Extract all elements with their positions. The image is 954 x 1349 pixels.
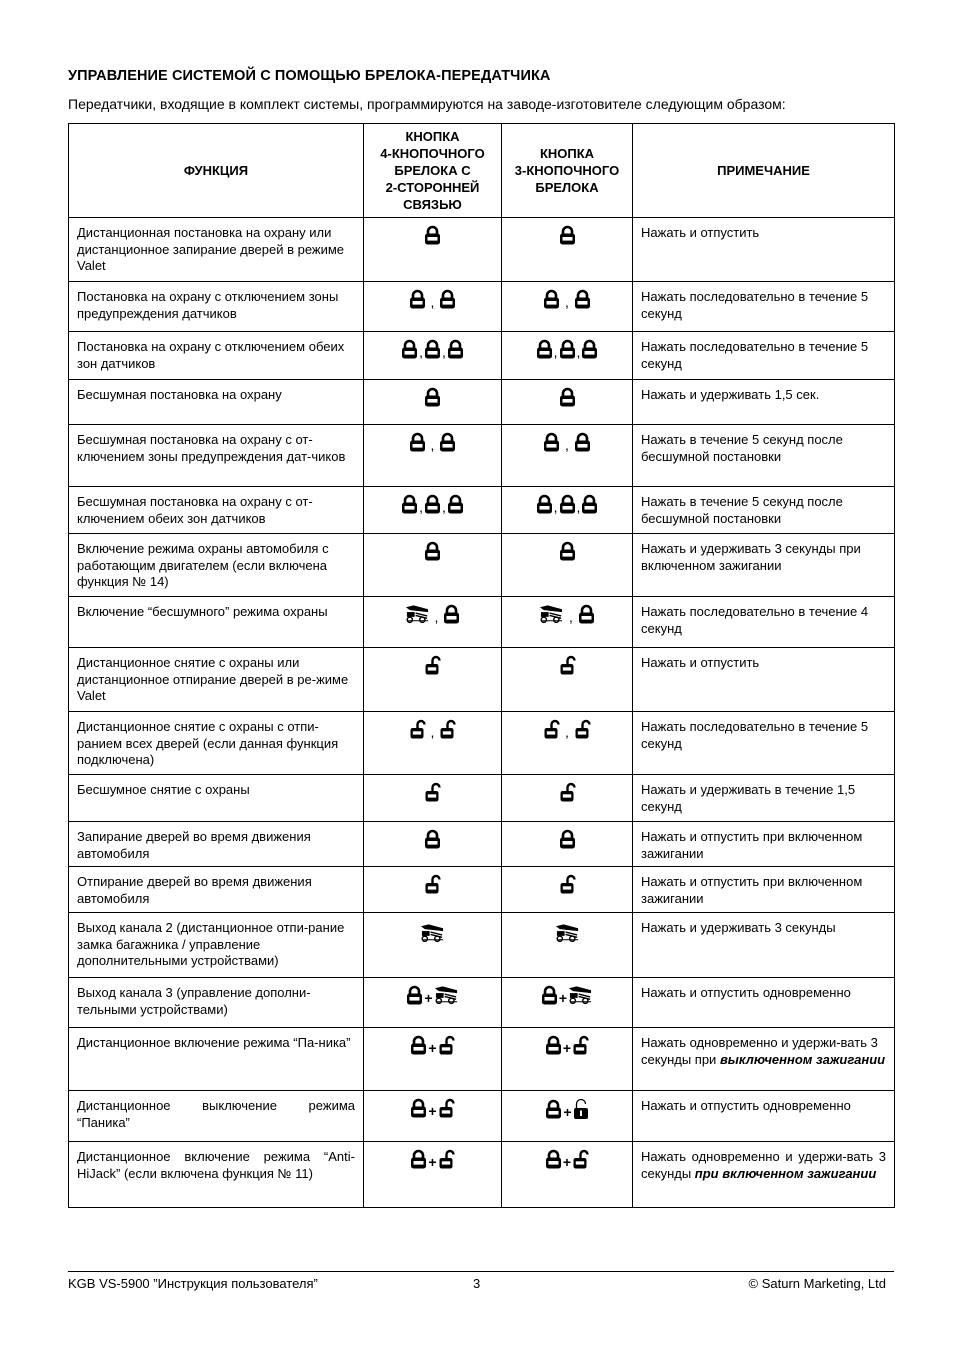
header-4-line: КНОПКА xyxy=(405,129,460,144)
lock-closed-icon xyxy=(545,1099,562,1119)
comma-separator: , xyxy=(430,294,435,311)
note-text: Нажать одновременно и удержи-вать 3 секунды при xyxy=(641,1035,878,1067)
row-note: Нажать и удерживать 3 секунды при включенном зажигании xyxy=(633,534,895,597)
header-3-line: КНОПКА xyxy=(539,146,595,161)
lock-closed-icon xyxy=(410,1098,427,1118)
table-row xyxy=(69,913,895,978)
table-row xyxy=(69,1142,895,1208)
footer-document-title: KGB VS-5900 ”Инструкция пользователя” xyxy=(68,1276,318,1291)
footer-page-number: 3 xyxy=(473,1276,481,1291)
row-buttons-4 xyxy=(364,1091,502,1142)
lock-open-icon xyxy=(438,1098,455,1118)
row-buttons-3 xyxy=(502,822,633,867)
lock-closed-icon xyxy=(559,339,576,359)
plus-separator: + xyxy=(428,1103,437,1120)
row-note: Нажать последовательно в течение 5 секунд xyxy=(633,282,895,332)
lock-closed-icon xyxy=(443,604,460,624)
row-buttons-3 xyxy=(502,487,633,534)
note-emphasis: выключенном зажигании xyxy=(719,1051,886,1067)
row-buttons-4 xyxy=(364,648,502,712)
row-buttons-3 xyxy=(502,712,633,775)
lock-closed-icon xyxy=(409,289,426,309)
row-function: Дистанционное снятие с охраны с отпи-ранием всех дверей (если данная функция подключена) xyxy=(69,712,364,775)
page-title: УПРАВЛЕНИЕ СИСТЕМОЙ С ПОМОЩЬЮ БРЕЛОКА-ПЕРЕДАТЧИКА xyxy=(68,68,551,84)
comma-separator: , xyxy=(576,344,581,361)
lock-closed-icon xyxy=(545,1149,562,1169)
lock-open-icon xyxy=(543,719,560,739)
comma-separator: , xyxy=(442,344,446,361)
comma-separator: , xyxy=(419,344,423,361)
lock-closed-icon xyxy=(578,604,595,624)
lock-closed-icon xyxy=(559,541,576,561)
comma-separator: , xyxy=(565,294,569,311)
row-function: Дистанционное включение режима “Па-ника” xyxy=(69,1028,364,1091)
plus-separator: + xyxy=(424,990,433,1007)
table-row xyxy=(69,1091,895,1142)
header-4-button-fob xyxy=(364,124,502,218)
table-header-row xyxy=(69,124,895,218)
lock-closed-icon xyxy=(439,432,456,452)
table-row xyxy=(69,1028,895,1091)
row-note: Нажать и удерживать 1,5 сек. xyxy=(633,380,895,425)
row-buttons-3 xyxy=(502,775,633,822)
row-buttons-3 xyxy=(502,218,633,282)
row-buttons-4 xyxy=(364,282,502,332)
lock-closed-icon xyxy=(545,1035,562,1055)
row-buttons-3 xyxy=(502,867,633,913)
row-function: Выход канала 3 (управление дополни-тельными устройствами) xyxy=(69,978,364,1028)
row-buttons-4 xyxy=(364,218,502,282)
row-note: Нажать и отпустить одновременно xyxy=(633,1091,895,1142)
comma-separator: , xyxy=(419,499,423,516)
table-row xyxy=(69,822,895,867)
header-3-button-fob xyxy=(502,124,633,218)
note-text: Нажать одновременно и удержи-вать 3 секунды xyxy=(641,1149,886,1181)
lock-closed-icon xyxy=(559,387,576,407)
row-note: Нажать и отпустить xyxy=(633,218,895,282)
row-buttons-3 xyxy=(502,1142,633,1208)
table-row xyxy=(69,597,895,648)
table-row xyxy=(69,282,895,332)
comma-separator: , xyxy=(576,499,581,516)
row-note: Нажать и отпустить xyxy=(633,648,895,712)
row-note xyxy=(633,1028,895,1091)
header-4-line: СВЯЗЬЮ xyxy=(403,197,462,212)
row-buttons-4 xyxy=(364,380,502,425)
lock-closed-icon xyxy=(581,339,598,359)
row-function: Дистанционное выключение режима “Паника” xyxy=(69,1091,364,1142)
comma-separator: , xyxy=(553,499,558,516)
comma-separator: , xyxy=(565,437,569,454)
functions-table xyxy=(68,123,895,1208)
row-buttons-3 xyxy=(502,913,633,978)
comma-separator: , xyxy=(442,499,446,516)
row-function: Выход канала 2 (дистанционное отпи-рание замка багажника / управление дополнительными устройствами) xyxy=(69,913,364,978)
lock-open-icon xyxy=(559,874,576,894)
intro-text: Передатчики, входящие в комплект системы, программируются на заводе-изготовителе следующим образом: xyxy=(68,96,786,112)
row-buttons-4 xyxy=(364,534,502,597)
lock-closed-icon xyxy=(424,541,441,561)
lock-open-icon xyxy=(574,719,591,739)
row-note: Нажать последовательно в течение 5 секунд xyxy=(633,712,895,775)
row-note: Нажать последовательно в течение 4 секунд xyxy=(633,597,895,648)
row-function: Бесшумная постановка на охрану с от-ключением зоны предупреждения дат-чиков xyxy=(69,425,364,487)
lock-open-icon xyxy=(572,1035,589,1055)
row-note: Нажать и удерживать в течение 1,5 секунд xyxy=(633,775,895,822)
row-buttons-3 xyxy=(502,648,633,712)
row-buttons-3 xyxy=(502,332,633,380)
trunk-channel-icon xyxy=(568,985,593,1005)
row-buttons-3 xyxy=(502,1091,633,1142)
header-4-line: 2-СТОРОННЕЙ xyxy=(385,180,480,195)
lock-closed-icon xyxy=(574,432,591,452)
lock-open-icon xyxy=(572,1149,589,1169)
lock-open-icon xyxy=(424,655,441,675)
lock-closed-icon xyxy=(581,494,598,514)
plus-separator: + xyxy=(562,1040,572,1057)
lock-open-icon xyxy=(424,782,441,802)
plus-separator: + xyxy=(558,990,568,1007)
lock-closed-icon xyxy=(424,387,441,407)
row-function: Бесшумная постановка на охрану xyxy=(69,380,364,425)
lock-open-alt-icon xyxy=(573,1098,589,1120)
trunk-channel-icon xyxy=(434,985,459,1005)
lock-closed-icon xyxy=(543,432,560,452)
comma-separator: , xyxy=(434,609,439,626)
lock-closed-icon xyxy=(409,432,426,452)
header-3-line: 3-КНОПОЧНОГО xyxy=(514,163,620,178)
lock-closed-icon xyxy=(536,339,553,359)
row-note: Нажать и удерживать 3 секунды xyxy=(633,913,895,978)
row-function: Дистанционная постановка на охрану или дистанционное запирание дверей в режиме Valet xyxy=(69,218,364,282)
lock-closed-icon xyxy=(401,339,418,359)
row-note: Нажать и отпустить одновременно xyxy=(633,978,895,1028)
row-buttons-4 xyxy=(364,822,502,867)
row-note: Нажать в течение 5 секунд после бесшумной постановки xyxy=(633,425,895,487)
comma-separator: , xyxy=(430,724,435,741)
lock-closed-icon xyxy=(536,494,553,514)
lock-closed-icon xyxy=(424,494,441,514)
note-emphasis: при включенном зажигании xyxy=(694,1165,877,1181)
table-row xyxy=(69,712,895,775)
plus-separator: + xyxy=(562,1154,572,1171)
comma-separator: , xyxy=(569,609,573,626)
row-note: Нажать и отпустить при включенном зажигании xyxy=(633,867,895,913)
table-row xyxy=(69,775,895,822)
table-row xyxy=(69,867,895,913)
row-buttons-4 xyxy=(364,1142,502,1208)
trunk-channel-icon xyxy=(405,604,430,624)
row-buttons-3 xyxy=(502,282,633,332)
lock-open-icon xyxy=(439,719,456,739)
lock-closed-icon xyxy=(424,829,441,849)
row-buttons-3 xyxy=(502,978,633,1028)
header-note: ПРИМЕЧАНИЕ xyxy=(633,124,895,218)
table-row xyxy=(69,425,895,487)
row-function: Бесшумная постановка на охрану с от-ключением обеих зон датчиков xyxy=(69,487,364,534)
header-4-line: 4-КНОПОЧНОГО xyxy=(380,146,485,161)
row-buttons-3 xyxy=(502,534,633,597)
lock-open-icon xyxy=(424,874,441,894)
row-function: Включение режима охраны автомобиля с работающим двигателем (если включена функция № 14) xyxy=(69,534,364,597)
lock-closed-icon xyxy=(559,494,576,514)
table-row xyxy=(69,218,895,282)
comma-separator: , xyxy=(565,724,569,741)
lock-closed-icon xyxy=(424,339,441,359)
table-row xyxy=(69,978,895,1028)
header-function: ФУНКЦИЯ xyxy=(69,124,364,218)
row-buttons-3 xyxy=(502,380,633,425)
row-note: Нажать в течение 5 секунд после бесшумной постановки xyxy=(633,487,895,534)
row-function: Постановка на охрану с отключением обеих зон датчиков xyxy=(69,332,364,380)
row-function: Дистанционное снятие с охраны или дистанционное отпирание дверей в ре-жиме Valet xyxy=(69,648,364,712)
table-row xyxy=(69,487,895,534)
row-buttons-4 xyxy=(364,332,502,380)
row-buttons-4 xyxy=(364,597,502,648)
row-note xyxy=(633,1142,895,1208)
row-buttons-3 xyxy=(502,425,633,487)
header-3-line: БРЕЛОКА xyxy=(535,180,599,195)
plus-separator: + xyxy=(563,1104,572,1121)
lock-closed-icon xyxy=(424,225,441,245)
table-row xyxy=(69,332,895,380)
lock-open-icon xyxy=(559,782,576,802)
lock-closed-icon xyxy=(541,985,558,1005)
row-buttons-3 xyxy=(502,597,633,648)
trunk-channel-icon xyxy=(420,923,445,943)
row-buttons-4 xyxy=(364,978,502,1028)
plus-separator: + xyxy=(428,1040,437,1057)
lock-closed-icon xyxy=(447,339,464,359)
footer-copyright: © Saturn Marketing, Ltd xyxy=(748,1276,886,1291)
lock-closed-icon xyxy=(401,494,418,514)
lock-open-icon xyxy=(438,1149,455,1169)
lock-closed-icon xyxy=(410,1035,427,1055)
row-buttons-4 xyxy=(364,487,502,534)
lock-closed-icon xyxy=(559,829,576,849)
plus-separator: + xyxy=(428,1154,437,1171)
lock-closed-icon xyxy=(410,1149,427,1169)
row-note: Нажать и отпустить при включенном зажигании xyxy=(633,822,895,867)
lock-open-icon xyxy=(559,655,576,675)
lock-closed-icon xyxy=(543,289,560,309)
row-note: Нажать последовательно в течение 5 секунд xyxy=(633,332,895,380)
lock-open-icon xyxy=(409,719,426,739)
row-buttons-4 xyxy=(364,867,502,913)
table-row xyxy=(69,380,895,425)
table-row xyxy=(69,534,895,597)
trunk-channel-icon xyxy=(555,923,580,943)
row-function: Постановка на охрану с отключением зоны предупреждения датчиков xyxy=(69,282,364,332)
comma-separator: , xyxy=(553,344,558,361)
row-function: Включение “бесшумного” режима охраны xyxy=(69,597,364,648)
row-buttons-4 xyxy=(364,1028,502,1091)
row-buttons-3 xyxy=(502,1028,633,1091)
row-function: Бесшумное снятие с охраны xyxy=(69,775,364,822)
lock-open-icon xyxy=(438,1035,455,1055)
trunk-channel-icon xyxy=(539,604,564,624)
row-buttons-4 xyxy=(364,775,502,822)
lock-closed-icon xyxy=(447,494,464,514)
row-function: Дистанционное включение режима “Anti-HiJack” (если включена функция № 11) xyxy=(69,1142,364,1208)
row-buttons-4 xyxy=(364,913,502,978)
header-4-line: БРЕЛОКА С xyxy=(394,163,471,178)
lock-closed-icon xyxy=(559,225,576,245)
row-buttons-4 xyxy=(364,712,502,775)
footer-divider xyxy=(68,1271,894,1272)
lock-closed-icon xyxy=(439,289,456,309)
row-function: Запирание дверей во время движения автомобиля xyxy=(69,822,364,867)
row-function: Отпирание дверей во время движения автомобиля xyxy=(69,867,364,913)
lock-closed-icon xyxy=(406,985,423,1005)
comma-separator: , xyxy=(430,437,435,454)
lock-closed-icon xyxy=(574,289,591,309)
row-buttons-4 xyxy=(364,425,502,487)
table-row xyxy=(69,648,895,712)
